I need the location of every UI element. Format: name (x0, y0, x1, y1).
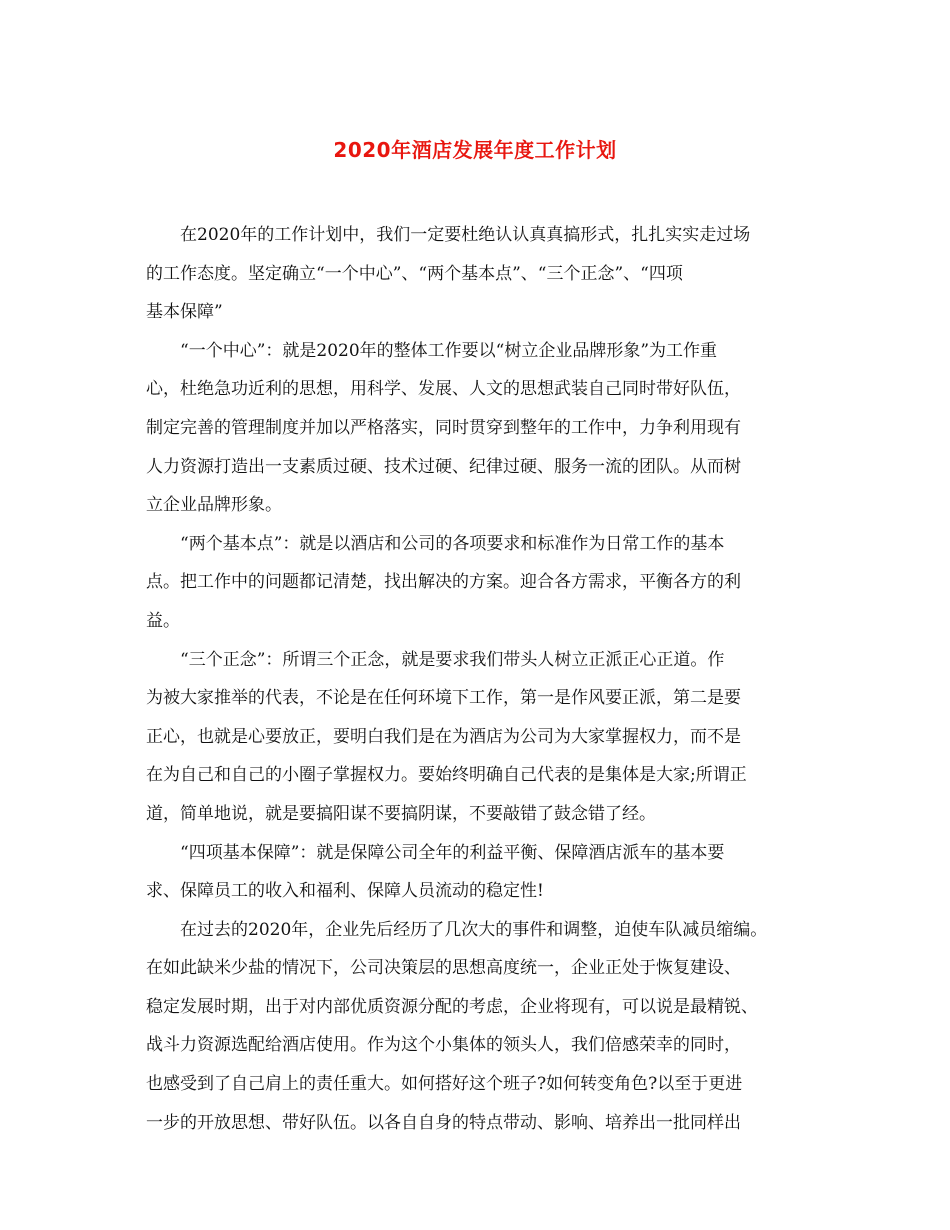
text-line: 在过去的2020年，企业先后经历了几次大的事件和调整，迫使车队减员缩编。 (180, 919, 768, 940)
text-line: 战斗力资源选配给酒店使用。作为这个小集体的领头人，我们倍感荣幸的同时， (146, 1035, 741, 1056)
text-line: “四项基本保障”：就是保障公司全年的利益平衡、保障酒店派车的基本要 (180, 842, 725, 863)
text-line: 道，简单地说，就是要搞阳谋不要搞阴谋，不要敲错了鼓念错了经。 (146, 803, 656, 824)
text-line: 在如此缺米少盐的情况下，公司决策层的思想高度统一，企业正处于恢复建设、 (146, 958, 741, 979)
text-line: 制定完善的管理制度并加以严格落实，同时贯穿到整年的工作中，力争利用现有 (146, 417, 741, 438)
text-line: 求、保障员工的收入和福利、保障人员流动的稳定性! (146, 881, 544, 902)
text-line: 正心，也就是心要放正，要明白我们是在为酒店为公司为大家掌握权力，而不是 (146, 726, 741, 747)
text-line: 基本保障” (146, 302, 223, 323)
text-line: “三个正念”：所谓三个正念，就是要求我们带头人树立正派正心正道。作 (180, 649, 725, 670)
text-line: “一个中心”：就是2020年的整体工作要以“树立企业品牌形象”为工作重 (180, 340, 718, 361)
text-line: 人力资源打造出一支素质过硬、技术过硬、纪律过硬、服务一流的团队。从而树 (146, 456, 741, 477)
text-line: 益。 (146, 610, 180, 631)
text-line: 在2020年的工作计划中，我们一定要杜绝认认真真搞形式，扎扎实实走过场 (180, 225, 751, 245)
document-title: 2020年酒店发展年度工作计划 (333, 138, 617, 162)
text-line: 点。把工作中的问题都记清楚，找出解决的方案。迎合各方需求，平衡各方的利 (146, 572, 741, 593)
text-line: 立企业品牌形象。 (146, 495, 282, 516)
text-line: 一步的开放思想、带好队伍。以各自自身的特点带动、影响、培养出一批同样出 (146, 1112, 741, 1133)
text-line: 也感受到了自己肩上的责任重大。如何搭好这个班子?如何转变角色?以至于更进 (146, 1074, 743, 1095)
text-line: 心，杜绝急功近利的思想，用科学、发展、人文的思想武装自己同时带好队伍， (146, 379, 741, 400)
text-line: 稳定发展时期，出于对内部优质资源分配的考虑，企业将现有，可以说是最精锐、 (146, 996, 758, 1017)
text-line: 为被大家推举的代表，不论是在任何环境下工作，第一是作风要正派，第二是要 (146, 688, 741, 709)
text-line: 在为自己和自己的小圈子掌握权力。要始终明确自己代表的是集体是大家;所谓正 (146, 765, 747, 786)
document-body (146, 216, 811, 1142)
text-line: 的工作态度。坚定确立“一个中心”、“两个基本点”、“三个正念”、“四项 (146, 263, 683, 284)
text-line: “两个基本点”：就是以酒店和公司的各项要求和标准作为日常工作的基本 (180, 533, 725, 554)
